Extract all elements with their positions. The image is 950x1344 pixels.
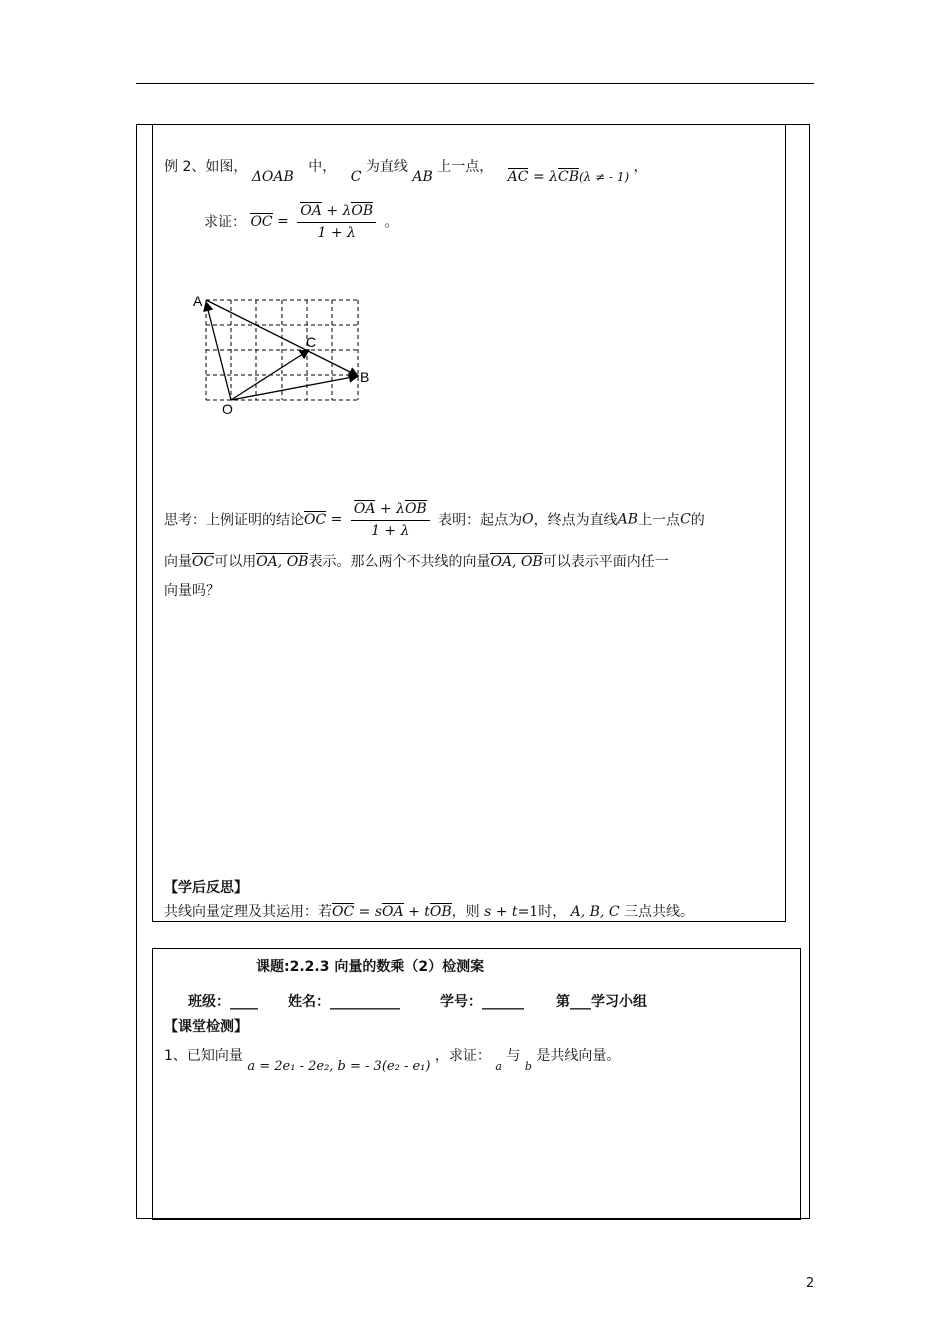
test-title: 课题:2.2.3 向量的数乘（2）检测案 bbox=[256, 959, 485, 975]
label-b: B bbox=[360, 369, 370, 385]
class-field: 班级：____ bbox=[188, 994, 258, 1010]
vector-oa bbox=[206, 302, 231, 400]
group-field: 第___学习小组 bbox=[556, 994, 647, 1010]
condition-formula: AC = λCB(λ ≠ - 1) bbox=[507, 169, 630, 185]
question-1: 1、已知向量 a = 2e₁ - 2e₂, b = - 3(e₂ - e₁) ，求证： $_a$ 与 $_b$ 是共线向量。 bbox=[164, 1048, 621, 1074]
label-o: O bbox=[222, 401, 233, 417]
bottom-rule bbox=[136, 1218, 810, 1219]
header-rule bbox=[136, 83, 814, 84]
test-box bbox=[152, 948, 801, 1220]
grid bbox=[206, 300, 358, 400]
triangle-figure bbox=[190, 290, 370, 420]
q1-formula: a = 2e₁ - 2e₂, b = - 3(e₂ - e₁) bbox=[247, 1059, 431, 1074]
reflection-title: 【学后反思】 bbox=[164, 880, 248, 896]
prove-line: 求证： OC = $\frac{\text{OA + λOB}}{1 + \lambda}$ 。 bbox=[204, 203, 399, 241]
label-a: A bbox=[193, 293, 203, 309]
think-line-3: 向量吗？ bbox=[164, 583, 220, 599]
name-field: 姓名：__________ bbox=[288, 994, 400, 1010]
page-number: 2 bbox=[806, 1276, 815, 1291]
example-line: 例 2、如图， ΔOAB 中， C 为直线 AB 上一点， AC = λCB(λ ≠ - 1) ， bbox=[164, 159, 648, 185]
test-section-title: 【课堂检测】 bbox=[164, 1019, 248, 1035]
prove-fraction: $\frac{\text{OA + λOB}}{1 + \lambda}$ bbox=[297, 202, 376, 241]
think-line-1: 思考：上例证明的结论OC = $\frac{\text{OA + λOB}}{1 + \lambda}$ 表明：起点为O，终点为直线AB上一点C的 bbox=[164, 501, 705, 539]
think-line-2: 向量OC可以用OA, OB表示。那么两个不共线的向量OA, OB可以表示平面内任一 bbox=[164, 554, 669, 570]
label-c: C bbox=[306, 334, 317, 350]
think-fraction: $\frac{\text{OA + λOB}}{1 + \lambda}$ bbox=[351, 500, 430, 539]
student-id-field: 学号：______ bbox=[440, 994, 524, 1010]
reflection-text: 共线向量定理及其运用：若OC = sOA + tOB，则 s + t=1时， A, B, C 三点共线。 bbox=[164, 904, 695, 920]
